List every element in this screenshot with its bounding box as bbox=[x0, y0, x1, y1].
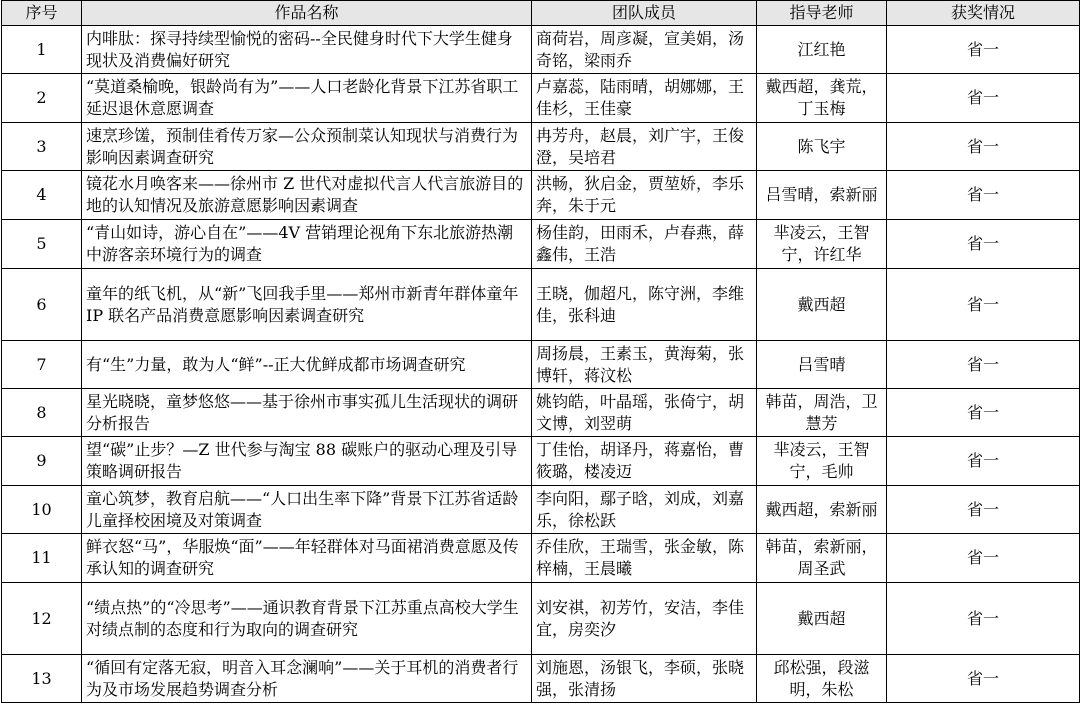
table-row bbox=[2, 269, 1080, 341]
cell-advisor: 韩苗，周浩，卫慧芳 bbox=[757, 389, 887, 437]
cell-award: 省一 bbox=[887, 269, 1080, 341]
table-row bbox=[2, 583, 1080, 655]
header-advisor: 指导老师 bbox=[757, 1, 887, 26]
cell-award: 省一 bbox=[887, 534, 1080, 583]
cell-title: 星光晓晓，童梦悠悠——基于徐州市事实孤儿生活现状的调研分析报告 bbox=[82, 389, 532, 437]
cell-no: 12 bbox=[2, 583, 82, 655]
cell-award: 省一 bbox=[887, 171, 1080, 220]
cell-title: 望“碳”止步？—Z 世代参与淘宝 88 碳账户的驱动心理及引导策略调研报告 bbox=[82, 437, 532, 486]
table-row bbox=[2, 220, 1080, 269]
cell-advisor: 戴西超，索新丽 bbox=[757, 486, 887, 534]
table-row bbox=[2, 171, 1080, 220]
table-row bbox=[2, 341, 1080, 389]
cell-no: 1 bbox=[2, 26, 82, 74]
header-row bbox=[2, 1, 1080, 26]
table-row bbox=[2, 123, 1080, 171]
cell-award: 省一 bbox=[887, 123, 1080, 171]
cell-advisor: 陈飞宇 bbox=[757, 123, 887, 171]
cell-no: 8 bbox=[2, 389, 82, 437]
cell-members: 王晓，伽超凡，陈守洲，李维佳，张科迪 bbox=[532, 269, 757, 341]
cell-title: 镜花水月唤客来——徐州市 Z 世代对虚拟代言人代言旅游目的地的认知情况及旅游意愿影响因素调查 bbox=[82, 171, 532, 220]
header-members: 团队成员 bbox=[532, 1, 757, 26]
cell-no: 13 bbox=[2, 655, 82, 703]
cell-no: 7 bbox=[2, 341, 82, 389]
cell-award: 省一 bbox=[887, 341, 1080, 389]
header-award: 获奖情况 bbox=[887, 1, 1080, 26]
cell-members: 卢嘉蕊，陆雨晴，胡娜娜，王佳杉，王佳豪 bbox=[532, 74, 757, 123]
table-row bbox=[2, 655, 1080, 703]
cell-title: 童年的纸飞机，从“新”飞回我手里——郑州市新青年群体童年 IP 联名产品消费意愿影响因素调查研究 bbox=[82, 269, 532, 341]
table-row bbox=[2, 74, 1080, 123]
cell-no: 5 bbox=[2, 220, 82, 269]
cell-award: 省一 bbox=[887, 389, 1080, 437]
header-no: 序号 bbox=[2, 1, 82, 26]
cell-award: 省一 bbox=[887, 74, 1080, 123]
cell-no: 4 bbox=[2, 171, 82, 220]
cell-advisor: 韩苗，索新丽，周圣武 bbox=[757, 534, 887, 583]
cell-members: 姚钧皓，叶晶瑶，张倚宁，胡文博，刘翌萌 bbox=[532, 389, 757, 437]
cell-members: 李向阳，鄢子晗，刘成，刘嘉乐，徐松跃 bbox=[532, 486, 757, 534]
cell-members: 乔佳欣，王瑞雪，张金敏，陈梓楠，王晨曦 bbox=[532, 534, 757, 583]
cell-members: 商荷岩，周彦凝，宣美娟，汤奇铭，梁雨乔 bbox=[532, 26, 757, 74]
cell-no: 2 bbox=[2, 74, 82, 123]
cell-title: “绩点热”的“冷思考”——通识教育背景下江苏重点高校大学生对绩点制的态度和行为取向的调查研究 bbox=[82, 583, 532, 655]
cell-members: 杨佳韵，田雨禾，卢春燕，薛鑫伟，王浩 bbox=[532, 220, 757, 269]
cell-title: 鲜衣怒“马”，华服焕“面”——年轻群体对马面裙消费意愿及传承认知的调查研究 bbox=[82, 534, 532, 583]
cell-advisor: 戴西超 bbox=[757, 583, 887, 655]
cell-award: 省一 bbox=[887, 437, 1080, 486]
cell-members: 洪畅，狄启金，贾堃娇，李乐奔，朱于元 bbox=[532, 171, 757, 220]
cell-advisor: 吕雪晴 bbox=[757, 341, 887, 389]
cell-advisor: 江红艳 bbox=[757, 26, 887, 74]
cell-title: 速烹珍馐，预制佳肴传万家—公众预制菜认知现状与消费行为影响因素调查研究 bbox=[82, 123, 532, 171]
cell-advisor: 戴西超 bbox=[757, 269, 887, 341]
header-title: 作品名称 bbox=[82, 1, 532, 26]
cell-title: “循回有定落无寂，明音入耳念澜响”——关于耳机的消费者行为及市场发展趋势调查分析 bbox=[82, 655, 532, 703]
cell-members: 刘安祺，初芳竹，安洁，李佳宜，房奕汐 bbox=[532, 583, 757, 655]
table-row bbox=[2, 486, 1080, 534]
cell-title: “莫道桑榆晚，银龄尚有为”——人口老龄化背景下江苏省职工延迟退休意愿调查 bbox=[82, 74, 532, 123]
cell-no: 6 bbox=[2, 269, 82, 341]
cell-title: 内啡肽：探寻持续型愉悦的密码--全民健身时代下大学生健身现状及消费偏好研究 bbox=[82, 26, 532, 74]
cell-title: “青山如诗，游心自在”——4V 营销理论视角下东北旅游热潮中游客亲环境行为的调查 bbox=[82, 220, 532, 269]
cell-title: 有“生”力量，敢为人“鲜”--正大优鲜成都市场调查研究 bbox=[82, 341, 532, 389]
cell-advisor: 戴西超，龚荒，丁玉梅 bbox=[757, 74, 887, 123]
cell-members: 周扬晨，王素玉，黄海菊，张博轩，蒋汶松 bbox=[532, 341, 757, 389]
cell-no: 9 bbox=[2, 437, 82, 486]
cell-no: 10 bbox=[2, 486, 82, 534]
cell-title: 童心筑梦，教育启航——“人口出生率下降”背景下江苏省适龄儿童择校困境及对策调查 bbox=[82, 486, 532, 534]
cell-award: 省一 bbox=[887, 655, 1080, 703]
cell-award: 省一 bbox=[887, 26, 1080, 74]
cell-no: 3 bbox=[2, 123, 82, 171]
cell-award: 省一 bbox=[887, 486, 1080, 534]
cell-award: 省一 bbox=[887, 220, 1080, 269]
cell-advisor: 芈凌云，王智宁，毛帅 bbox=[757, 437, 887, 486]
cell-members: 刘施恩，汤银飞，李硕，张晓强，张清扬 bbox=[532, 655, 757, 703]
table-row bbox=[2, 437, 1080, 486]
cell-advisor: 邱松强，段滋明，朱松 bbox=[757, 655, 887, 703]
cell-members: 冉芳舟，赵晨，刘广宇，王俊澄，吴培君 bbox=[532, 123, 757, 171]
awards-table bbox=[1, 0, 1080, 703]
cell-award: 省一 bbox=[887, 583, 1080, 655]
cell-no: 11 bbox=[2, 534, 82, 583]
cell-members: 丁佳怡，胡译丹，蒋嘉怡，曹筱璐，楼凌迈 bbox=[532, 437, 757, 486]
cell-advisor: 吕雪晴，索新丽 bbox=[757, 171, 887, 220]
table-row bbox=[2, 26, 1080, 74]
table-row bbox=[2, 389, 1080, 437]
cell-advisor: 芈凌云，王智宁，许红华 bbox=[757, 220, 887, 269]
table-row bbox=[2, 534, 1080, 583]
